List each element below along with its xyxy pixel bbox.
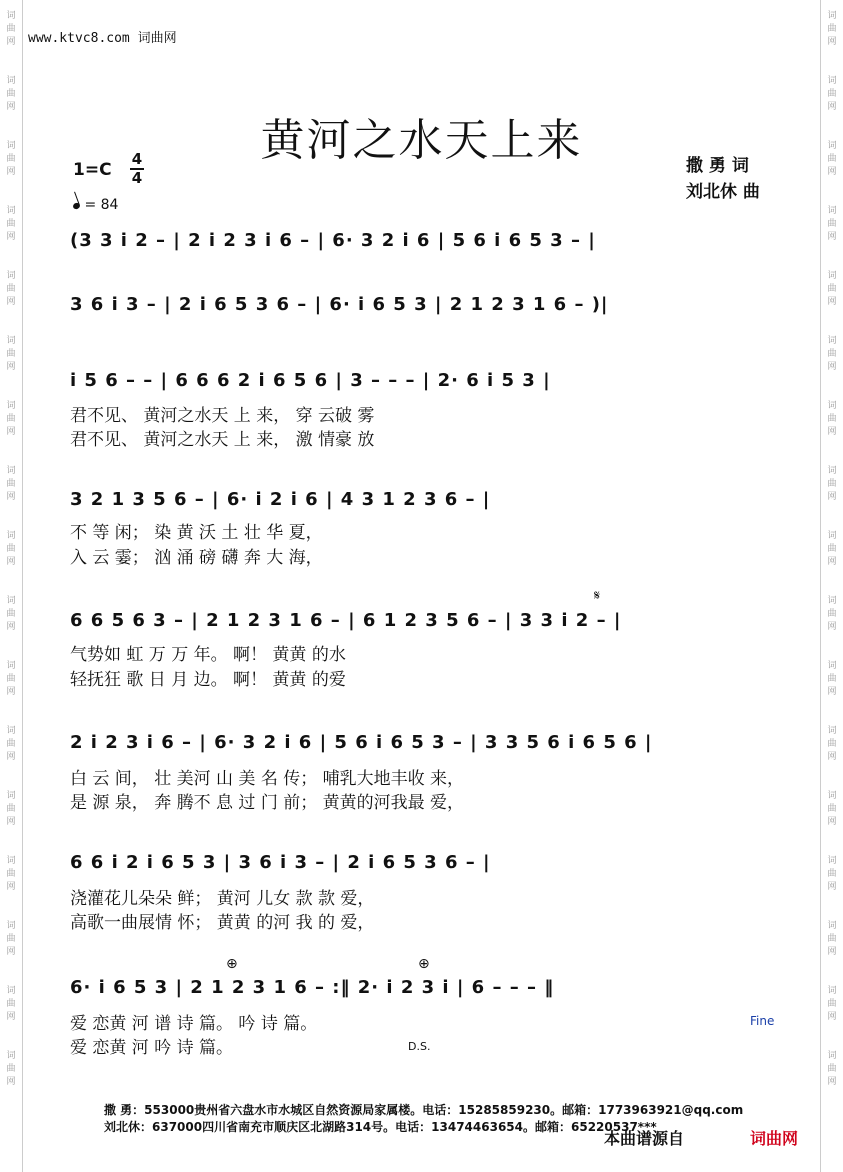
lyric-line: 白 云 间， 壮 美河 山 美 名 传； 哺乳大地丰收 来， [70, 769, 465, 789]
time-signature-top: 4 [131, 150, 143, 168]
quarter-note-icon [72, 202, 81, 210]
lyric-line: 不 等 闲； 染 黄 沃 土 壮 华 夏， [70, 523, 323, 543]
score-line [70, 732, 778, 758]
ds-mark: D.S. [408, 1040, 431, 1053]
lyric-line: 爱 恋黄 河 吟 诗 篇。 [70, 1038, 234, 1058]
notation: i 5 6 – – | 6 6 6 2 i 6 5 6 | 3 – – – | 2· 6 i 5 3 | [70, 370, 551, 391]
lyricist: 撒 勇 词 [686, 156, 749, 176]
credits [686, 153, 760, 205]
score-line [70, 294, 778, 320]
contact-lyricist: 撒 勇：553000贵州省六盘水市水城区自然资源局家属楼。电话：15285859230。邮箱：1773963921@qq.com [104, 1103, 744, 1117]
notation: 3 6 i 3 – | 2 i 6 5 3 6 – | 6· i 6 5 3 | 2 1 2 3 1 6 – )| [70, 294, 609, 315]
coda-icon: ⊕ [418, 956, 430, 972]
notation: 6· i 6 5 3 | 2 1 2 3 1 6 – :‖ 2· i 2 3 i | 6 – – – ‖ [70, 977, 555, 998]
contact-composer: 刘北休：637000四川省南充市顺庆区北湖路314号。电话：13474463654。邮箱：65220537*** [104, 1120, 657, 1134]
score-line [70, 977, 778, 1003]
song-title: 黄河之水天上来 [260, 115, 583, 166]
right-watermark-strip [820, 0, 843, 1172]
lyric-line: 气势如 虹 万 万 年。 啊！ 黄黄 的水 [70, 645, 346, 665]
notation: 2 i 2 3 i 6 – | 6· 3 2 i 6 | 5 6 i 6 5 3 – | 3 3 5 6 i 6 5 6 | [70, 732, 653, 753]
lyric-line: 浇灌花儿朵朵 鲜； 黄河 儿女 款 款 爱， [70, 889, 375, 909]
watermark: 词 曲 网 词 曲 网 词 曲 网 词 曲 网 词 曲 网 词 曲 网 词 曲 网 词 曲 网 词 曲 网 词 曲 网 词 曲 网 词 曲 网 词 曲 网 词 曲 网 词 曲 网 词 曲 网 词 曲 网 [827, 11, 837, 1087]
time-signature [130, 152, 144, 186]
score-line [70, 370, 778, 396]
score-line [70, 489, 778, 515]
source-site-link[interactable]: 词曲网 [750, 1129, 799, 1148]
score-line [70, 230, 778, 256]
tempo-marking [73, 197, 118, 213]
composer: 刘北休 曲 [686, 182, 760, 202]
lyric-line: 轻抚狂 歌 日 月 边。 啊！ 黄黄 的爱 [70, 670, 346, 690]
lyric-line: 君不见、 黄河之水天 上 来， 激 情豪 放 [70, 430, 375, 450]
source-label: 本曲谱源自 [604, 1129, 685, 1148]
tempo-value: = 84 [84, 197, 119, 213]
notation: 6 6 5 6 3 – | 2 1 2 3 1 6 – | 6 1 2 3 5 6 – | 3 3 i 2 – | [70, 610, 622, 631]
left-watermark-strip [0, 0, 23, 1172]
lyric-line: 君不见、 黄河之水天 上 来， 穿 云破 雾 [70, 406, 375, 426]
lyric-line: 入 云 霎； 汹 涌 磅 礴 奔 大 海， [70, 548, 323, 568]
notation: 3 2 1 3 5 6 – | 6· i 2 i 6 | 4 3 1 2 3 6 – | [70, 489, 491, 510]
watermark: 词 曲 网 词 曲 网 词 曲 网 词 曲 网 词 曲 网 词 曲 网 词 曲 网 词 曲 网 词 曲 网 词 曲 网 词 曲 网 词 曲 网 词 曲 网 词 曲 网 词 曲 网 词 曲 网 词 曲 网 [6, 11, 16, 1087]
time-signature-bottom: 4 [131, 169, 143, 187]
key-signature: 1=C [73, 160, 112, 180]
notation: 6 6 i 2 i 6 5 3 | 3 6 i 3 – | 2 i 6 5 3 6 – | [70, 852, 491, 873]
fine-mark: Fine [750, 1014, 775, 1028]
lyric-line: 爱 恋黄 河 谱 诗 篇。 吟 诗 篇。 [70, 1014, 318, 1034]
notation: (3 3 i 2 – | 2 i 2 3 i 6 – | 6· 3 2 i 6 | 5 6 i 6 5 3 – | [70, 230, 596, 251]
score-line [70, 610, 778, 636]
score-line [70, 852, 778, 878]
lyric-line: 是 源 泉， 奔 腾不 息 过 门 前； 黄黄的河我最 爱， [70, 793, 465, 813]
coda-icon: ⊕ [226, 956, 238, 972]
lyric-line: 高歌一曲展情 怀； 黄黄 的河 我 的 爱， [70, 913, 375, 933]
segno-icon: 𝄋 [594, 588, 601, 604]
site-url[interactable]: www.ktvc8.com 词曲网 [28, 31, 177, 46]
